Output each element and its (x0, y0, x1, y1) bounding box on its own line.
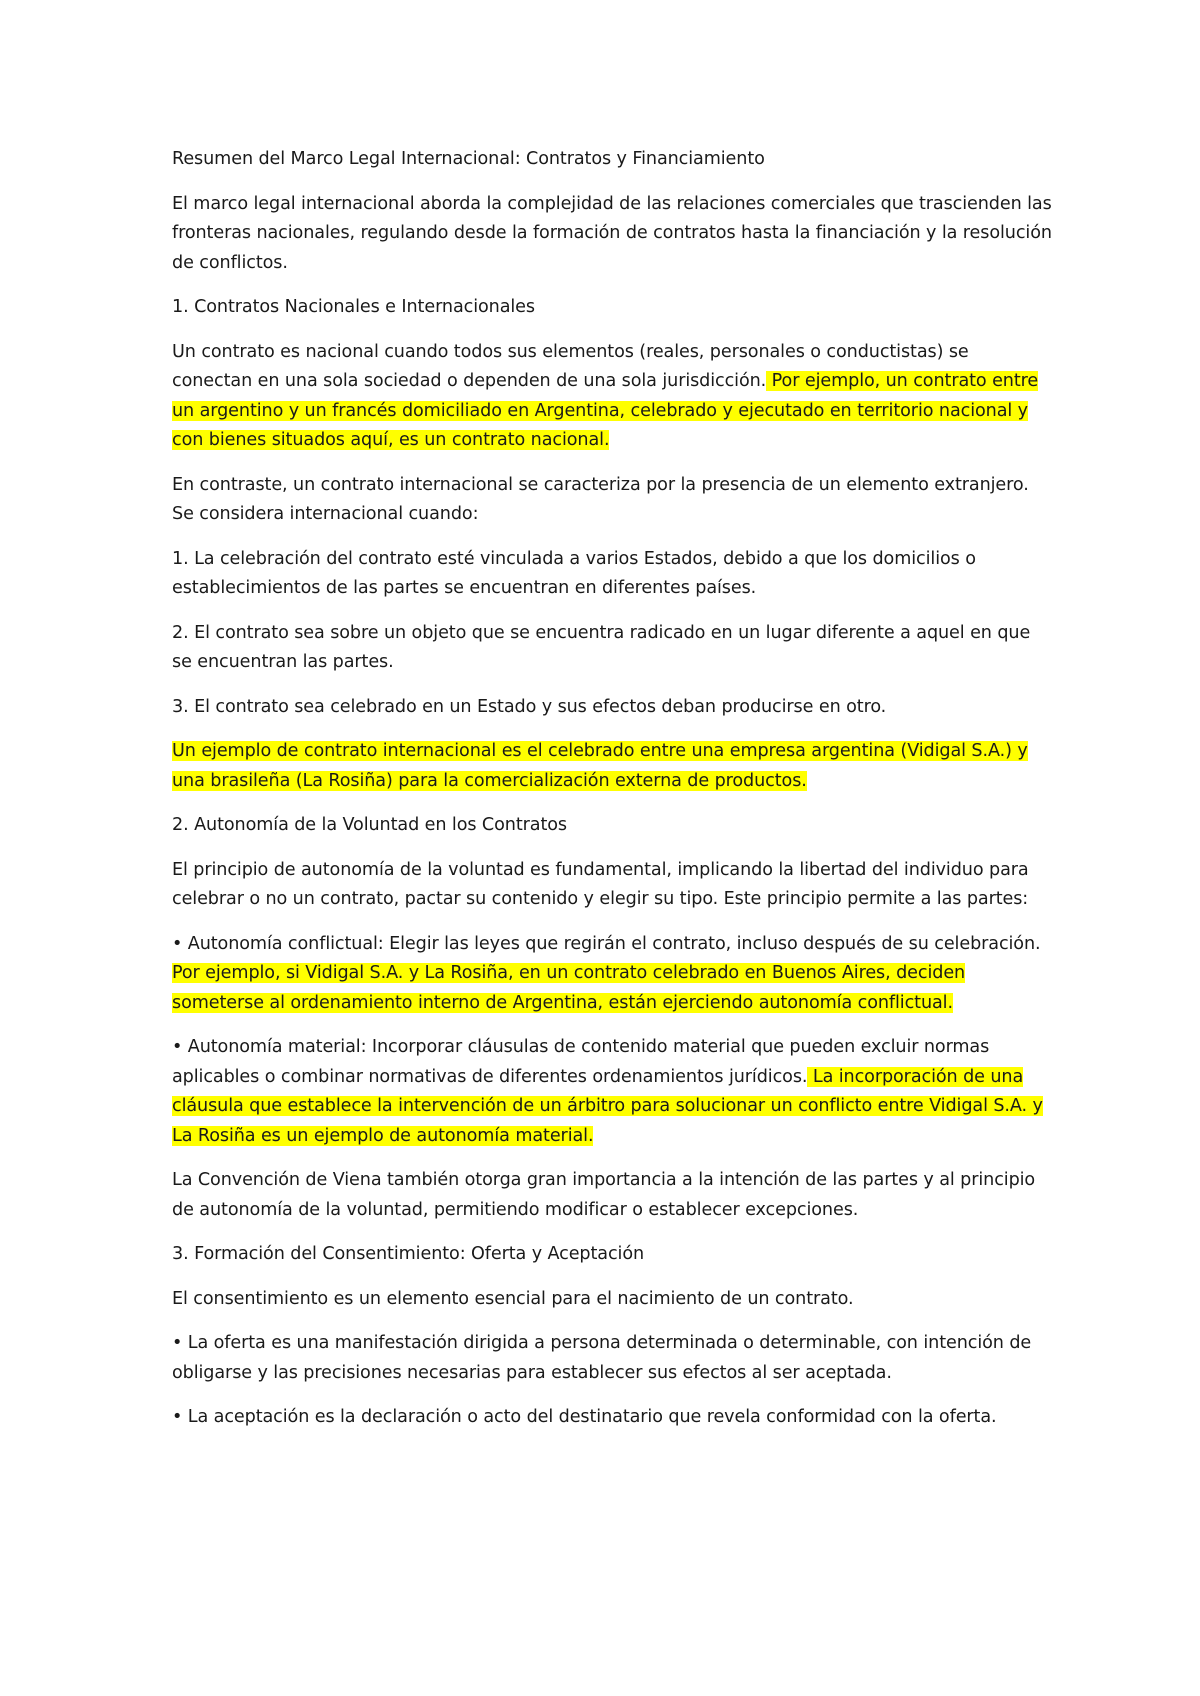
bullet-autonomia-material-text: • Autonomía material: Incorporar cláusulas de contenido material que pueden excluir normas aplicables o combinar normativas de diferentes ordenamientos jurídicos. (172, 1037, 990, 1087)
bullet-autonomia-conflictual (172, 930, 1052, 1019)
bullet-oferta: • La oferta es una manifestación dirigida a persona determinada o determinable, con intención de obligarse y las precisiones necesarias para establecer sus efectos al ser aceptada. (172, 1333, 1032, 1383)
section-1-paragraph-1-text: Un contrato es nacional cuando todos sus elementos (reales, personales o conductistas) se conectan en una sola sociedad o dependen de una sola jurisdicción. (172, 341, 969, 391)
section-3-heading: 3. Formación del Consentimiento: Oferta y Aceptación (172, 1244, 645, 1264)
section-1-example-highlight: Un ejemplo de contrato internacional es el celebrado entre una empresa argentina (Vidigal S.A.) y una brasileña (La Rosiña) para la comercialización externa de productos. (172, 741, 1028, 791)
section-2-paragraph-1: El principio de autonomía de la voluntad es fundamental, implicando la libertad del individuo para celebrar o no un contrato, pactar su contenido y elegir su tipo. Este principio permite a las partes: (172, 859, 1029, 909)
bullet-autonomia-material-highlight: La incorporación de una cláusula que establece la intervención de un árbitro para solucionar un conflicto entre Vidigal S.A. y La Rosiña es un ejemplo de autonomía material. (172, 1066, 1043, 1146)
bullet-autonomia-conflictual-highlight: Por ejemplo, si Vidigal S.A. y La Rosiña, en un contrato celebrado en Buenos Aires, deciden someterse al ordenamiento interno de Argentina, están ejerciendo autonomía conflictual. (172, 963, 966, 1013)
section-1-paragraph-2: En contraste, un contrato internacional se caracteriza por la presencia de un elemento extranjero. Se considera internacional cuando: (172, 474, 1029, 524)
list-item: 1. La celebración del contrato esté vinculada a varios Estados, debido a que los domicilios o establecimientos de las partes se encuentran en diferentes países. (172, 548, 976, 598)
bullet-autonomia-material (172, 1033, 1052, 1151)
section-1-paragraph-1-highlight: Por ejemplo, un contrato entre un argentino y un francés domiciliado en Argentina, celebrado y ejecutado en territorio nacional y con bienes situados aquí, es un contrato nacional. (172, 371, 1039, 450)
section-3-paragraph-1: El consentimiento es un elemento esencial para el nacimiento de un contrato. (172, 1288, 854, 1309)
list-item: 3. El contrato sea celebrado en un Estado y sus efectos deban producirse en otro. (172, 696, 887, 717)
document-title: Resumen del Marco Legal Internacional: Contratos y Financiamiento (172, 149, 765, 169)
bullet-autonomia-conflictual-text: • Autonomía conflictual: Elegir las leyes que regirán el contrato, incluso después de su celebración. (172, 933, 1041, 954)
section-2-heading: 2. Autonomía de la Voluntad en los Contratos (172, 815, 567, 835)
document-body (172, 145, 1052, 1448)
section-1-heading: 1. Contratos Nacionales e Internacionales (172, 297, 535, 317)
section-2-paragraph-2: La Convención de Viena también otorga gran importancia a la intención de las partes y al principio de autonomía de la voluntad, permitiendo modificar o establecer excepciones. (172, 1170, 1036, 1220)
section-1-paragraph-1 (172, 338, 1052, 456)
section-1-example (172, 737, 1052, 796)
intro-paragraph: El marco legal internacional aborda la complejidad de las relaciones comerciales que trascienden las fronteras nacionales, regulando desde la formación de contratos hasta la financiación y la resolución de conflictos. (172, 193, 1052, 273)
bullet-aceptacion: • La aceptación es la declaración o acto del destinatario que revela conformidad con la oferta. (172, 1407, 997, 1427)
list-item: 2. El contrato sea sobre un objeto que se encuentra radicado en un lugar diferente a aquel en que se encuentran las partes. (172, 622, 1031, 672)
